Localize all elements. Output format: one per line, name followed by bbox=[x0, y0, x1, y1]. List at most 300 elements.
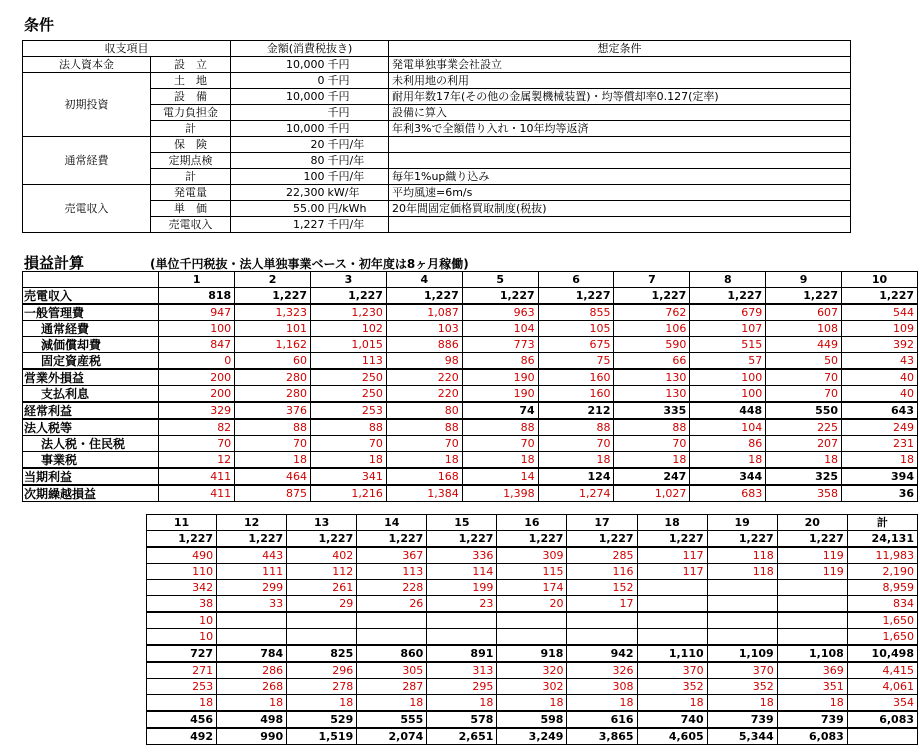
pl-value-cell bbox=[637, 580, 707, 596]
pl-value-cell: 18 bbox=[777, 695, 847, 712]
pl-value-cell: 1,227 bbox=[690, 288, 766, 305]
pl-value-cell: 544 bbox=[842, 304, 918, 321]
header-item: 収支項目 bbox=[23, 41, 231, 57]
pl-value-cell: 352 bbox=[637, 679, 707, 695]
pl-year-header: 10 bbox=[842, 272, 918, 288]
pl-value-cell: 113 bbox=[357, 564, 427, 580]
pl-value-cell: 66 bbox=[614, 353, 690, 370]
conditions-header-row bbox=[23, 41, 851, 57]
condition-cell: 20年間固定価格買取制度(税抜) bbox=[389, 201, 851, 217]
pl-value-cell: 325 bbox=[766, 468, 842, 485]
pl-row-label: 経常利益 bbox=[23, 402, 159, 419]
pl-value-cell: 449 bbox=[766, 337, 842, 353]
pl-value-cell: 1,650 bbox=[847, 612, 917, 629]
pl-row-label: 固定資産税 bbox=[23, 353, 159, 370]
pl-value-cell: 1,227 bbox=[147, 531, 217, 548]
pl-row bbox=[147, 612, 918, 629]
condition-cell bbox=[389, 153, 851, 169]
pl-value-cell: 285 bbox=[567, 547, 637, 564]
pl-value-cell: 847 bbox=[159, 337, 235, 353]
pl-value-cell: 160 bbox=[538, 369, 614, 386]
pl-subtitle: (単位千円税抜・法人単独事業ベース・初年度は8ヶ月稼働) bbox=[150, 257, 469, 271]
pl-value-cell: 18 bbox=[217, 695, 287, 712]
item-cell: 売電収入 bbox=[151, 217, 231, 233]
pl-value-cell: 199 bbox=[427, 580, 497, 596]
pl-row-label: 売電収入 bbox=[23, 288, 159, 305]
pl-value-cell: 88 bbox=[538, 419, 614, 436]
pl-value-cell: 392 bbox=[842, 337, 918, 353]
pl-value-cell: 40 bbox=[842, 386, 918, 403]
category-cell: 初期投資 bbox=[23, 73, 151, 137]
pl-year-header-row bbox=[147, 515, 918, 531]
pl-value-cell: 70 bbox=[766, 386, 842, 403]
pl-value-cell: 220 bbox=[386, 386, 462, 403]
pl-value-cell: 98 bbox=[386, 353, 462, 370]
pl-value-cell: 111 bbox=[217, 564, 287, 580]
item-cell: 設 立 bbox=[151, 57, 231, 73]
unit-cell: 千円/年 bbox=[327, 217, 389, 233]
pl-value-cell: 278 bbox=[287, 679, 357, 695]
pl-value-cell: 1,227 bbox=[386, 288, 462, 305]
pl-value-cell: 1,227 bbox=[235, 288, 311, 305]
pl-value-cell bbox=[707, 596, 777, 613]
pl-value-cell: 1,398 bbox=[462, 485, 538, 502]
pl-value-cell: 3,865 bbox=[567, 728, 637, 745]
pl-row bbox=[23, 337, 918, 353]
pl-value-cell bbox=[287, 629, 357, 646]
pl-year-header: 20 bbox=[777, 515, 847, 531]
pl-row bbox=[23, 321, 918, 337]
pl-value-cell: 10 bbox=[147, 629, 217, 646]
pl-value-cell: 190 bbox=[462, 386, 538, 403]
pl-value-cell: 18 bbox=[766, 452, 842, 469]
pl-value-cell: 200 bbox=[159, 386, 235, 403]
pl-value-cell: 18 bbox=[538, 452, 614, 469]
pl-value-cell: 675 bbox=[538, 337, 614, 353]
pl-value-cell: 119 bbox=[777, 547, 847, 564]
unit-cell: 千円 bbox=[327, 73, 389, 89]
pl-year-header: 12 bbox=[217, 515, 287, 531]
pl-value-cell: 247 bbox=[614, 468, 690, 485]
item-cell: 保 険 bbox=[151, 137, 231, 153]
pl-row bbox=[147, 662, 918, 679]
item-cell: 定期点検 bbox=[151, 153, 231, 169]
pl-value-cell: 740 bbox=[637, 711, 707, 728]
pl-row bbox=[23, 353, 918, 370]
pl-value-cell: 402 bbox=[287, 547, 357, 564]
pl-value-cell: 1,216 bbox=[311, 485, 387, 502]
pl-value-cell: 100 bbox=[159, 321, 235, 337]
condition-cell: 設備に算入 bbox=[389, 105, 851, 121]
pl-value-cell: 115 bbox=[497, 564, 567, 580]
pl-value-cell: 88 bbox=[614, 419, 690, 436]
pl-value-cell: 70 bbox=[766, 369, 842, 386]
pl-value-cell: 220 bbox=[386, 369, 462, 386]
pl-value-cell: 342 bbox=[147, 580, 217, 596]
pl-value-cell: 5,344 bbox=[707, 728, 777, 745]
pl-value-cell: 3,249 bbox=[497, 728, 567, 745]
pl-value-cell: 249 bbox=[842, 419, 918, 436]
pl-value-cell: 1,519 bbox=[287, 728, 357, 745]
pl-value-cell: 18 bbox=[311, 452, 387, 469]
pl-value-cell: 529 bbox=[287, 711, 357, 728]
pl-value-cell: 200 bbox=[159, 369, 235, 386]
pl-year-header: 3 bbox=[311, 272, 387, 288]
pl-value-cell: 834 bbox=[847, 596, 917, 613]
pl-value-cell: 299 bbox=[217, 580, 287, 596]
pl-value-cell: 578 bbox=[427, 711, 497, 728]
pl-value-cell: 683 bbox=[690, 485, 766, 502]
pl-value-cell: 101 bbox=[235, 321, 311, 337]
pl-row-label: 当期利益 bbox=[23, 468, 159, 485]
pl-value-cell: 607 bbox=[766, 304, 842, 321]
unit-cell: 千円 bbox=[327, 89, 389, 105]
condition-cell: 年利3%で全額借り入れ・10年均等返済 bbox=[389, 121, 851, 137]
pl-value-cell: 456 bbox=[147, 711, 217, 728]
pl-value-cell: 309 bbox=[497, 547, 567, 564]
pl-value-cell: 1,162 bbox=[235, 337, 311, 353]
pl-value-cell: 70 bbox=[311, 436, 387, 452]
pl-value-cell: 130 bbox=[614, 369, 690, 386]
pl-value-cell: 370 bbox=[637, 662, 707, 679]
pl-value-cell: 261 bbox=[287, 580, 357, 596]
pl-value-cell: 18 bbox=[690, 452, 766, 469]
unit-cell: 円/kWh bbox=[327, 201, 389, 217]
pl-value-cell: 1,227 bbox=[637, 531, 707, 548]
conditions-row bbox=[23, 57, 851, 73]
pl-value-cell: 1,227 bbox=[777, 531, 847, 548]
pl-year-header: 13 bbox=[287, 515, 357, 531]
pl-value-cell: 4,605 bbox=[637, 728, 707, 745]
pl-value-cell: 762 bbox=[614, 304, 690, 321]
pl-value-cell: 113 bbox=[311, 353, 387, 370]
pl-value-cell: 860 bbox=[357, 645, 427, 662]
pl-value-cell: 1,227 bbox=[538, 288, 614, 305]
pl-value-cell: 40 bbox=[842, 369, 918, 386]
pl-value-cell: 1,227 bbox=[427, 531, 497, 548]
pl-value-cell: 308 bbox=[567, 679, 637, 695]
pl-value-cell: 1,227 bbox=[462, 288, 538, 305]
pl-value-cell: 1,110 bbox=[637, 645, 707, 662]
pl-value-cell: 70 bbox=[462, 436, 538, 452]
pl-value-cell: 18 bbox=[614, 452, 690, 469]
pl-row bbox=[147, 596, 918, 613]
pl-value-cell: 376 bbox=[235, 402, 311, 419]
pl-value-cell: 341 bbox=[311, 468, 387, 485]
pl-value-cell: 1,015 bbox=[311, 337, 387, 353]
pl-value-cell: 0 bbox=[159, 353, 235, 370]
pl-value-cell: 990 bbox=[217, 728, 287, 745]
pl-year-header: 16 bbox=[497, 515, 567, 531]
pl-value-cell: 818 bbox=[159, 288, 235, 305]
amount-cell: 80 bbox=[231, 153, 327, 169]
pl-value-cell: 302 bbox=[497, 679, 567, 695]
conditions-row bbox=[23, 137, 851, 153]
pl-table-years-1-10 bbox=[22, 271, 918, 502]
pl-value-cell: 335 bbox=[614, 402, 690, 419]
pl-value-cell: 280 bbox=[235, 369, 311, 386]
pl-value-cell: 18 bbox=[287, 695, 357, 712]
pl-value-cell: 918 bbox=[497, 645, 567, 662]
pl-value-cell: 50 bbox=[766, 353, 842, 370]
pl-value-cell: 18 bbox=[147, 695, 217, 712]
pl-value-cell: 18 bbox=[235, 452, 311, 469]
pl-year-header: 19 bbox=[707, 515, 777, 531]
pl-year-header: 計 bbox=[847, 515, 917, 531]
pl-row-label: 一般管理費 bbox=[23, 304, 159, 321]
pl-value-cell: 124 bbox=[538, 468, 614, 485]
pl-year-header: 9 bbox=[766, 272, 842, 288]
pl-value-cell: 490 bbox=[147, 547, 217, 564]
pl-year-header: 6 bbox=[538, 272, 614, 288]
pl-value-cell: 598 bbox=[497, 711, 567, 728]
pl-value-cell: 23 bbox=[427, 596, 497, 613]
pl-year-header-row bbox=[23, 272, 918, 288]
pl-row bbox=[147, 679, 918, 695]
pl-value-cell: 18 bbox=[707, 695, 777, 712]
pl-value-cell: 875 bbox=[235, 485, 311, 502]
pl-value-cell bbox=[707, 629, 777, 646]
pl-value-cell: 358 bbox=[766, 485, 842, 502]
pl-value-cell: 1,108 bbox=[777, 645, 847, 662]
condition-cell: 発電単独事業会社設立 bbox=[389, 57, 851, 73]
amount-cell bbox=[231, 105, 327, 121]
pl-value-cell: 329 bbox=[159, 402, 235, 419]
pl-value-cell: 1,227 bbox=[311, 288, 387, 305]
pl-value-cell bbox=[777, 596, 847, 613]
pl-value-cell: 102 bbox=[311, 321, 387, 337]
pl-value-cell: 12 bbox=[159, 452, 235, 469]
pl-value-cell: 130 bbox=[614, 386, 690, 403]
pl-row bbox=[23, 452, 918, 469]
pl-value-cell: 26 bbox=[357, 596, 427, 613]
condition-cell: 平均風速=6m/s bbox=[389, 185, 851, 201]
pl-value-cell: 590 bbox=[614, 337, 690, 353]
pl-row-label: 次期繰越損益 bbox=[23, 485, 159, 502]
pl-value-cell bbox=[637, 596, 707, 613]
amount-cell: 10,000 bbox=[231, 89, 327, 105]
pl-value-cell: 886 bbox=[386, 337, 462, 353]
pl-value-cell: 43 bbox=[842, 353, 918, 370]
unit-cell: 千円 bbox=[327, 121, 389, 137]
pl-value-cell: 24,131 bbox=[847, 531, 917, 548]
pl-row bbox=[23, 288, 918, 305]
pl-value-cell: 369 bbox=[777, 662, 847, 679]
pl-value-cell: 114 bbox=[427, 564, 497, 580]
amount-cell: 55.00 bbox=[231, 201, 327, 217]
pl-value-cell: 1,227 bbox=[497, 531, 567, 548]
pl-value-cell: 295 bbox=[427, 679, 497, 695]
pl-value-cell: 38 bbox=[147, 596, 217, 613]
pl-value-cell: 160 bbox=[538, 386, 614, 403]
condition-cell bbox=[389, 217, 851, 233]
unit-cell: 千円 bbox=[327, 57, 389, 73]
item-cell: 電力負担金 bbox=[151, 105, 231, 121]
pl-row-label: 通常経費 bbox=[23, 321, 159, 337]
pl-value-cell: 17 bbox=[567, 596, 637, 613]
pl-value-cell: 268 bbox=[217, 679, 287, 695]
pl-value-cell: 109 bbox=[842, 321, 918, 337]
pl-value-cell: 1,227 bbox=[287, 531, 357, 548]
amount-cell: 22,300 bbox=[231, 185, 327, 201]
pl-value-cell: 464 bbox=[235, 468, 311, 485]
pl-value-cell: 443 bbox=[217, 547, 287, 564]
pl-value-cell: 18 bbox=[497, 695, 567, 712]
pl-value-cell: 367 bbox=[357, 547, 427, 564]
pl-value-cell: 326 bbox=[567, 662, 637, 679]
pl-value-cell: 1,227 bbox=[842, 288, 918, 305]
pl-value-cell: 250 bbox=[311, 386, 387, 403]
pl-value-cell: 70 bbox=[386, 436, 462, 452]
pl-year-header: 2 bbox=[235, 272, 311, 288]
pl-value-cell: 498 bbox=[217, 711, 287, 728]
amount-cell: 0 bbox=[231, 73, 327, 89]
condition-cell: 未利用地の利用 bbox=[389, 73, 851, 89]
pl-value-cell: 250 bbox=[311, 369, 387, 386]
pl-value-cell: 727 bbox=[147, 645, 217, 662]
pl-row bbox=[23, 468, 918, 485]
amount-cell: 10,000 bbox=[231, 57, 327, 73]
pl-value-cell: 110 bbox=[147, 564, 217, 580]
pl-value-cell bbox=[637, 612, 707, 629]
pl-value-cell: 70 bbox=[538, 436, 614, 452]
pl-value-cell: 1,650 bbox=[847, 629, 917, 646]
pl-value-cell: 88 bbox=[386, 419, 462, 436]
pl-value-cell: 88 bbox=[235, 419, 311, 436]
pl-value-cell: 112 bbox=[287, 564, 357, 580]
pl-value-cell: 1,230 bbox=[311, 304, 387, 321]
pl-value-cell: 70 bbox=[614, 436, 690, 452]
pl-value-cell: 825 bbox=[287, 645, 357, 662]
pl-value-cell: 492 bbox=[147, 728, 217, 745]
pl-value-cell: 57 bbox=[690, 353, 766, 370]
pl-title: 損益計算 bbox=[24, 254, 85, 272]
pl-year-header: 14 bbox=[357, 515, 427, 531]
pl-value-cell: 190 bbox=[462, 369, 538, 386]
pl-value-cell: 18 bbox=[462, 452, 538, 469]
pl-value-cell: 174 bbox=[497, 580, 567, 596]
pl-row bbox=[147, 645, 918, 662]
pl-value-cell: 14 bbox=[462, 468, 538, 485]
pl-value-cell: 36 bbox=[842, 485, 918, 502]
conditions-title: 条件 bbox=[24, 16, 55, 34]
pl-value-cell: 963 bbox=[462, 304, 538, 321]
item-cell: 発電量 bbox=[151, 185, 231, 201]
pl-value-cell: 773 bbox=[462, 337, 538, 353]
pl-value-cell: 104 bbox=[690, 419, 766, 436]
pl-value-cell: 80 bbox=[386, 402, 462, 419]
item-cell: 単 価 bbox=[151, 201, 231, 217]
category-cell: 売電収入 bbox=[23, 185, 151, 233]
pl-year-header: 8 bbox=[690, 272, 766, 288]
unit-cell: kW/年 bbox=[327, 185, 389, 201]
pl-value-cell: 344 bbox=[690, 468, 766, 485]
pl-value-cell: 18 bbox=[427, 695, 497, 712]
pl-value-cell: 1,227 bbox=[567, 531, 637, 548]
pl-value-cell: 1,227 bbox=[357, 531, 427, 548]
pl-value-cell bbox=[777, 580, 847, 596]
pl-value-cell: 225 bbox=[766, 419, 842, 436]
unit-cell: 千円/年 bbox=[327, 153, 389, 169]
pl-value-cell: 82 bbox=[159, 419, 235, 436]
pl-value-cell: 942 bbox=[567, 645, 637, 662]
pl-value-cell: 117 bbox=[637, 547, 707, 564]
pl-value-cell: 18 bbox=[842, 452, 918, 469]
pl-value-cell: 168 bbox=[386, 468, 462, 485]
pl-value-cell: 616 bbox=[567, 711, 637, 728]
pl-value-cell: 116 bbox=[567, 564, 637, 580]
pl-value-cell: 212 bbox=[538, 402, 614, 419]
pl-value-cell: 118 bbox=[707, 564, 777, 580]
amount-cell: 100 bbox=[231, 169, 327, 185]
pl-row-label: 法人税・住民税 bbox=[23, 436, 159, 452]
pl-value-cell: 739 bbox=[777, 711, 847, 728]
pl-value-cell: 411 bbox=[159, 468, 235, 485]
category-cell: 通常経費 bbox=[23, 137, 151, 185]
pl-value-cell: 1,384 bbox=[386, 485, 462, 502]
pl-value-cell: 100 bbox=[690, 386, 766, 403]
pl-value-cell: 33 bbox=[217, 596, 287, 613]
pl-value-cell: 1,027 bbox=[614, 485, 690, 502]
pl-value-cell: 287 bbox=[357, 679, 427, 695]
pl-value-cell: 280 bbox=[235, 386, 311, 403]
pl-row bbox=[23, 436, 918, 452]
unit-cell: 千円/年 bbox=[327, 137, 389, 153]
pl-row-label: 事業税 bbox=[23, 452, 159, 469]
pl-value-cell: 8,959 bbox=[847, 580, 917, 596]
pl-value-cell: 1,323 bbox=[235, 304, 311, 321]
pl-year-header: 1 bbox=[159, 272, 235, 288]
pl-value-cell: 296 bbox=[287, 662, 357, 679]
conditions-table bbox=[22, 40, 851, 233]
pl-value-cell: 86 bbox=[690, 436, 766, 452]
pl-value-cell: 1,227 bbox=[766, 288, 842, 305]
pl-value-cell: 320 bbox=[497, 662, 567, 679]
pl-value-cell: 271 bbox=[147, 662, 217, 679]
pl-value-cell: 29 bbox=[287, 596, 357, 613]
pl-row bbox=[23, 369, 918, 386]
pl-row bbox=[23, 485, 918, 502]
amount-cell: 10,000 bbox=[231, 121, 327, 137]
pl-value-cell: 86 bbox=[462, 353, 538, 370]
pl-value-cell: 104 bbox=[462, 321, 538, 337]
pl-value-cell: 18 bbox=[567, 695, 637, 712]
condition-cell bbox=[389, 137, 851, 153]
pl-value-cell bbox=[777, 629, 847, 646]
pl-row bbox=[147, 695, 918, 712]
pl-value-cell: 6,083 bbox=[847, 711, 917, 728]
pl-value-cell bbox=[847, 728, 917, 745]
pl-value-cell: 2,190 bbox=[847, 564, 917, 580]
pl-value-cell: 4,415 bbox=[847, 662, 917, 679]
pl-year-header: 18 bbox=[637, 515, 707, 531]
pl-value-cell: 105 bbox=[538, 321, 614, 337]
pl-value-cell: 1,087 bbox=[386, 304, 462, 321]
pl-value-cell: 207 bbox=[766, 436, 842, 452]
pl-value-cell: 228 bbox=[357, 580, 427, 596]
pl-value-cell bbox=[427, 629, 497, 646]
pl-value-cell: 1,227 bbox=[217, 531, 287, 548]
pl-value-cell: 1,227 bbox=[707, 531, 777, 548]
pl-year-header: 15 bbox=[427, 515, 497, 531]
pl-row bbox=[147, 728, 918, 745]
pl-value-cell: 117 bbox=[637, 564, 707, 580]
pl-value-cell: 253 bbox=[311, 402, 387, 419]
pl-value-cell: 550 bbox=[766, 402, 842, 419]
pl-row bbox=[147, 580, 918, 596]
pl-row bbox=[147, 629, 918, 646]
pl-value-cell bbox=[707, 612, 777, 629]
